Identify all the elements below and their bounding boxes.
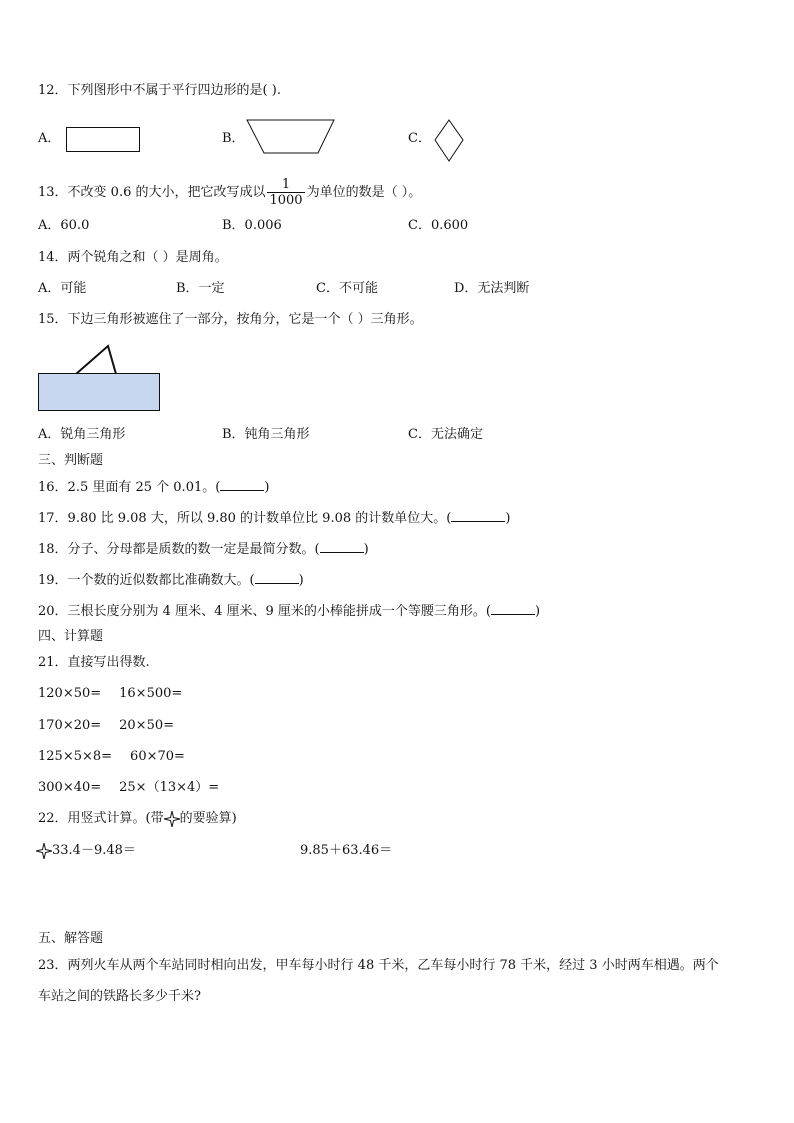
q15-option-b: B．钝角三角形 [222,427,310,442]
q13-stem-post: 为单位的数是（ ）。 [306,185,422,200]
calc-item: 120×50= [38,686,102,701]
answer-blank[interactable] [220,478,264,491]
q14-option-a: A．可能 [38,281,87,296]
question-12-stem: 12．下列图形中不属于平行四边形的是( ). [38,83,281,98]
q18-close: ) [363,542,369,557]
q13-option-a: A．60.0 [38,218,90,233]
q19-text: 19．一个数的近似数都比准确数大。( [38,573,255,588]
rhombus-figure [434,119,464,163]
calc-item: 170×20= [38,718,102,733]
calc-row [38,748,185,766]
four-point-star-icon [36,843,52,859]
calc-item: 300×40= [38,780,102,795]
question-18 [38,540,369,559]
fraction-1-over-1000 [267,177,304,208]
calc-item: 20×50= [119,718,175,733]
q22-item-1-text: 33.4－9.48＝ [52,843,136,858]
question-13-stem [38,176,421,210]
question-22-stem [38,810,237,828]
question-19 [38,571,304,590]
calc-row [38,717,174,735]
section-4-heading: 四、计算题 [38,629,104,644]
q13-option-b: B．0.006 [222,218,282,233]
four-point-star-icon [164,811,180,827]
question-21-stem: 21．直接写出得数. [38,655,150,670]
q12-option-b: B． [222,131,245,146]
section-3-heading: 三、判断题 [38,453,104,468]
covered-triangle-figure [36,340,164,414]
q14-option-d: D．无法判断 [454,281,530,296]
trapezoid-figure [246,119,336,155]
answer-blank[interactable] [491,602,535,615]
q19-close: ) [298,573,304,588]
q12-option-a: A． [38,131,61,146]
q22-stem-post: 的要验算) [179,811,237,826]
q22-item-2: 9.85＋63.46＝ [300,843,393,858]
question-14-stem: 14．两个锐角之和（ ）是周角。 [38,250,228,265]
question-17 [38,509,510,528]
q16-text: 16．2.5 里面有 25 个 0.01。( [38,480,221,495]
rectangle-figure [66,127,141,153]
q22-item-1 [36,842,136,860]
q17-text: 17．9.80 比 9.08 大，所以 9.80 的计数单位比 9.08 的计数单位大。( [38,511,452,526]
calc-item: 16×500= [119,686,183,701]
q17-close: ) [505,511,511,526]
section-5-heading: 五、解答题 [38,931,104,946]
question-23-line2: 车站之间的铁路长多少千米? [38,989,201,1004]
q18-text: 18．分子、分母都是质数的数一定是最简分数。( [38,542,320,557]
calc-row [38,685,182,703]
fraction-numerator: 1 [281,177,291,192]
q20-text: 20．三根长度分别为 4 厘米、4 厘米、9 厘米的小棒能拼成一个等腰三角形。( [38,604,491,619]
q13-stem-pre: 13．不改变 0.6 的大小，把它改写成以 [38,185,266,200]
answer-blank[interactable] [451,509,505,522]
calc-row [38,779,219,797]
q15-option-c: C．无法确定 [408,427,483,442]
fraction-denominator: 1000 [269,193,303,208]
q14-option-b: B．一定 [176,281,225,296]
q16-close: ) [264,480,270,495]
q22-stem-pre: 22．用竖式计算。(带 [38,811,164,826]
question-16 [38,478,269,497]
calc-item: 25×（13×4）= [119,780,220,795]
question-23-line1: 23．两列火车从两个车站同时相向出发，甲车每小时行 48 千米，乙车每小时行 78 千米，经过 3 小时两车相遇。两个 [38,958,719,973]
calc-item: 125×5×8= [38,749,113,764]
q13-option-c: C．0.600 [408,218,469,233]
q15-option-a: A．锐角三角形 [38,427,126,442]
calc-item: 60×70= [130,749,185,764]
q20-close: ) [534,604,541,619]
answer-blank[interactable] [255,571,299,584]
question-15-stem: 15．下边三角形被遮住了一部分，按角分，它是一个（ ）三角形。 [38,312,423,327]
answer-blank[interactable] [320,540,364,553]
q12-option-c: C． [408,131,431,146]
question-20 [38,602,540,621]
q14-option-c: C．不可能 [316,281,378,296]
